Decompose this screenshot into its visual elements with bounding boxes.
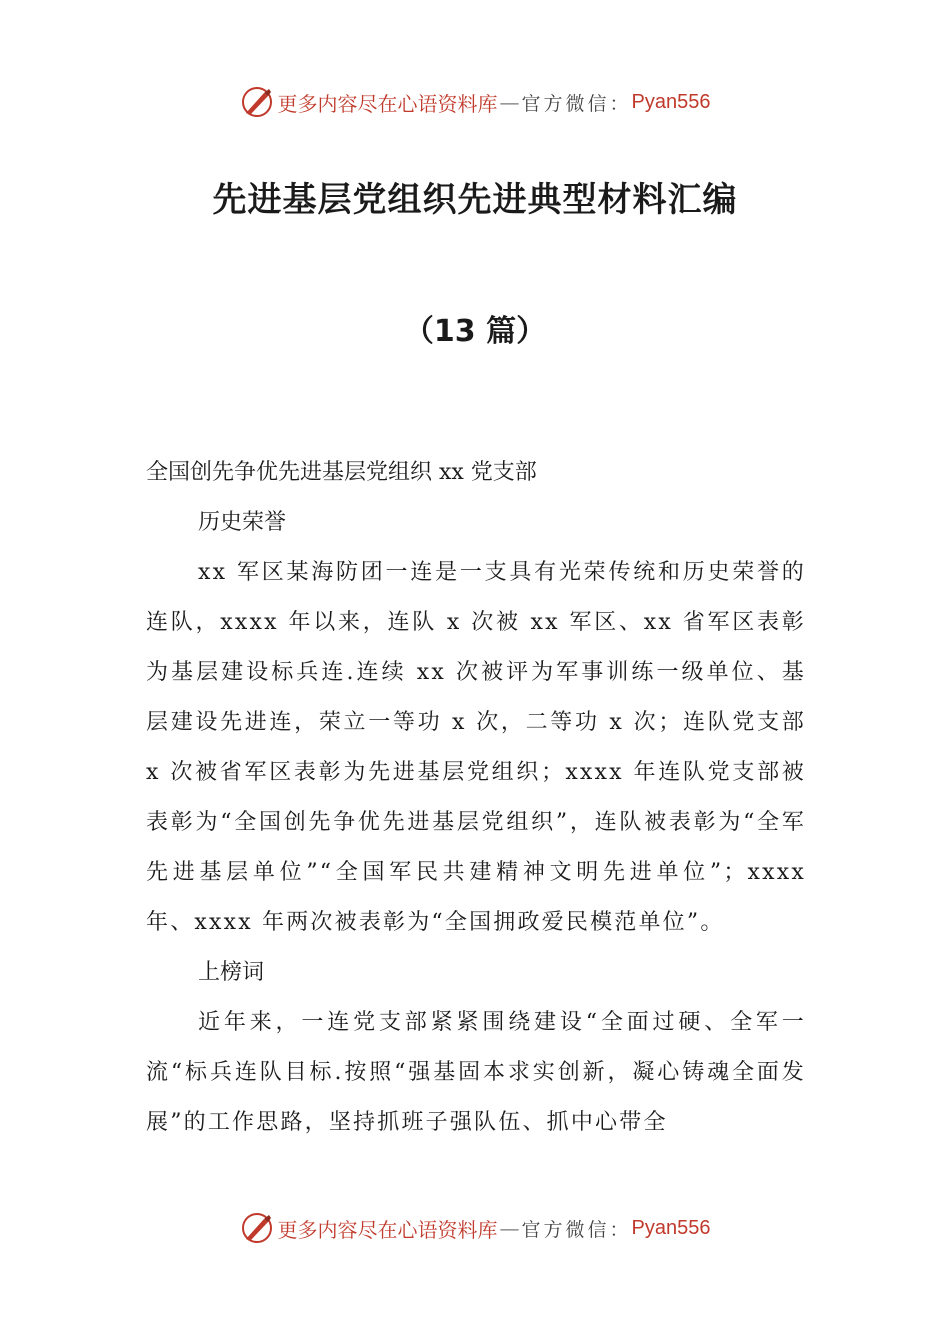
- watermark-wechat-id: Pyan556: [631, 1216, 711, 1239]
- document-title: 先进基层党组织先进典型材料汇编: [212, 180, 738, 220]
- watermark-official-label: 官方微信：: [521, 1218, 632, 1241]
- watermark-brand: 更多内容尽在心语资料库: [277, 91, 498, 116]
- watermark-footer: [0, 1208, 950, 1248]
- document-subtitle: （13 篇）: [403, 314, 547, 349]
- pen-logo-icon: [240, 85, 274, 119]
- history-paragraph: xx 军区某海防团一连是一支具有光荣传统和历史荣誉的连队，xxxx 年以来，连队 x 次被 xx 军区、xx 省军区表彰为基层建设标兵连.连续 xx 次被评为军事训练一级单位、基层建设先进连，荣立一等功 x 次，二等功 x 次；连队党支部 x 次被省军区表彰为先进基层党组织；xxxx 年连队党支部被表彰为“全国创先争优先进基层党组织”，连队被表彰为“全军先进基层单位”“全国军民共建精神文明先进单位”；xxxx 年、xxxx 年两次被表彰为“全国拥政爱民模范单位”。: [146, 560, 806, 935]
- document-body: [146, 448, 806, 1148]
- watermark-wechat-id: Pyan556: [631, 90, 711, 113]
- watermark-brand: 更多内容尽在心语资料库: [277, 1217, 498, 1242]
- watermark-dash: —: [499, 1216, 520, 1240]
- list-paragraph: 近年来，一连党支部紧紧围绕建设“全面过硬、全军一流“标兵连队目标.按照“强基固本求实创新，凝心铸魂全面发展”的工作思路，坚持抓班子强队伍、抓中心带全: [146, 1010, 806, 1135]
- watermark-dash: —: [499, 90, 520, 114]
- watermark-header: [0, 82, 950, 122]
- section-heading: 全国创先争优先进基层党组织 xx 党支部: [146, 460, 537, 485]
- list-heading: 上榜词: [198, 960, 265, 985]
- watermark-official-label: 官方微信：: [521, 92, 632, 115]
- history-heading: 历史荣誉: [198, 510, 287, 535]
- pen-logo-icon: [240, 1211, 274, 1245]
